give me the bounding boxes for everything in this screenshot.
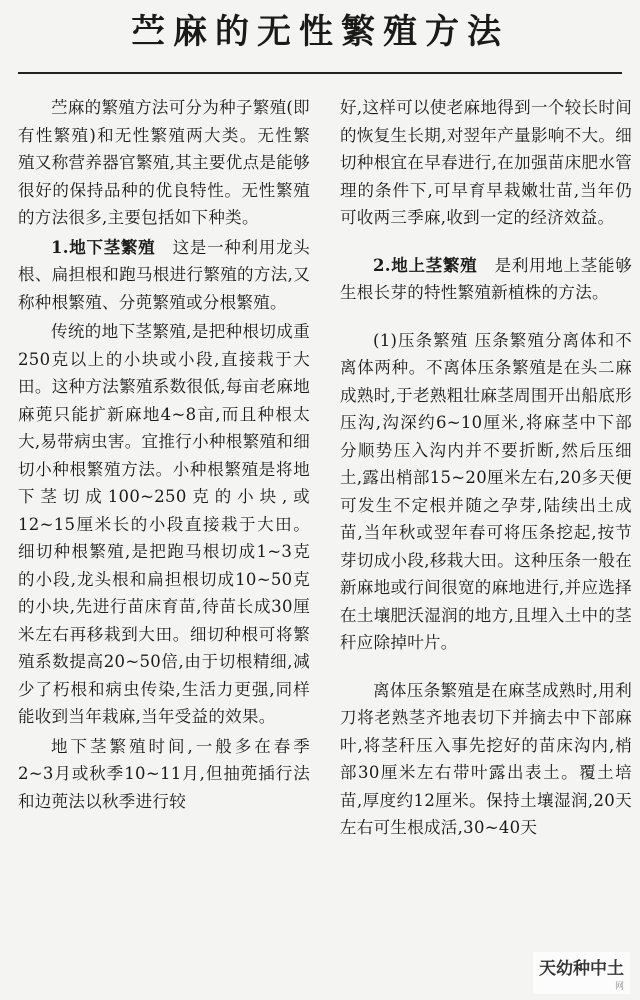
- section-heading-underground-stem: 1.地下茎繁殖: [51, 237, 156, 257]
- title-divider: [18, 72, 622, 74]
- site-watermark: [533, 952, 630, 994]
- paragraph-intro: 苎麻的繁殖方法可分为种子繁殖(即有性繁殖)和无性繁殖两大类。无性繁殖又称营养器官繁殖,其主要优点是能够很好的保持品种的优良特性。无性繁殖的方法很多,主要包括如下种类。: [18, 98, 310, 227]
- watermark-text: 天幼种中土: [539, 959, 624, 979]
- section-body-underground-stem: 这是一种利用龙头根、扁担根和跑马根进行繁殖的方法,又称种根繁殖、分蔸繁殖或分根繁殖。: [18, 237, 311, 312]
- paragraph-underground-stem: [18, 234, 310, 317]
- right-column: [340, 94, 632, 844]
- paragraph-aboveground-stem: [340, 252, 632, 307]
- paragraph-detached-layering: 离体压条繁殖是在麻茎成熟时,用利刀将老熟茎齐地表切下并摘去中下部麻叶,将茎秆压入事先挖好的苗床沟内,梢部30厘米左右带叶露出表土。覆土培苗,厚度约12厘米。保持土壤湿润,20天左右可生根成活,30~40天: [340, 680, 632, 837]
- paragraph-timing-continued: 好,这样可以使老麻地得到一个较长时间的恢复生长期,对翌年产量影响不大。细切种根宜在早春进行,在加强苗床肥水管理的条件下,可早育早栽嫩壮苗,当年仍可收两三季麻,收到一定的经济效益。: [340, 98, 632, 227]
- paragraph-traditional-method: 传统的地下茎繁殖,是把种根切成重250克以上的小块或小段,直接栽于大田。这种方法繁殖系数很低,每亩老麻地麻蔸只能扩新麻地4~8亩,而且种根太大,易带病虫害。宜推行小种根繁殖和细切小种根繁殖方法。小种根繁殖是将地下茎切成100~250克的小块,或12~15厘米长的小段直接栽于大田。细切种根繁殖,是把跑马根切成1~3克的小段,龙头根和扁担根切成10~50克的小块,先进行苗床育苗,待苗长成30厘米左右再移栽到大田。细切种根可将繁殖系数提高20~50倍,由于切根精细,减少了朽根和病虫传染,生活力更强,同样能收到当年栽麻,当年受益的效果。: [18, 322, 310, 726]
- paragraph-layering: (1)压条繁殖 压条繁殖分离体和不离体两种。不离体压条繁殖是在头二麻成熟时,于老熟粗壮麻茎周围开出船底形压沟,沟深约6~10厘米,将麻茎中下部分顺势压入沟内并不要折断,然后压细土,露出梢部15~20厘米左右,20多天便可发生不定根并随之孕芽,陆续出土成苗,当年秋或翌年春可将压条挖起,按节芽切成小段,移栽大田。这种压条一般在新麻地或行间很宽的麻地进行,并应选择在土壤肥沃湿润的地方,且埋入土中的茎秆应除掉叶片。: [340, 330, 632, 652]
- watermark-subtext: 网: [614, 982, 624, 992]
- section-heading-aboveground-stem: 2.地上茎繁殖: [373, 255, 478, 275]
- left-column: [18, 94, 310, 817]
- paragraph-timing: 地下茎繁殖时间,一般多在春季2~3月或秋季10~11月,但抽蔸插行法和边蔸法以秋季进行较: [18, 736, 310, 811]
- article-title: 苎麻的无性繁殖方法: [131, 12, 509, 52]
- section-body-aboveground-stem: 是利用地上茎能够生根长芽的特性繁殖新植株的方法。: [340, 255, 633, 302]
